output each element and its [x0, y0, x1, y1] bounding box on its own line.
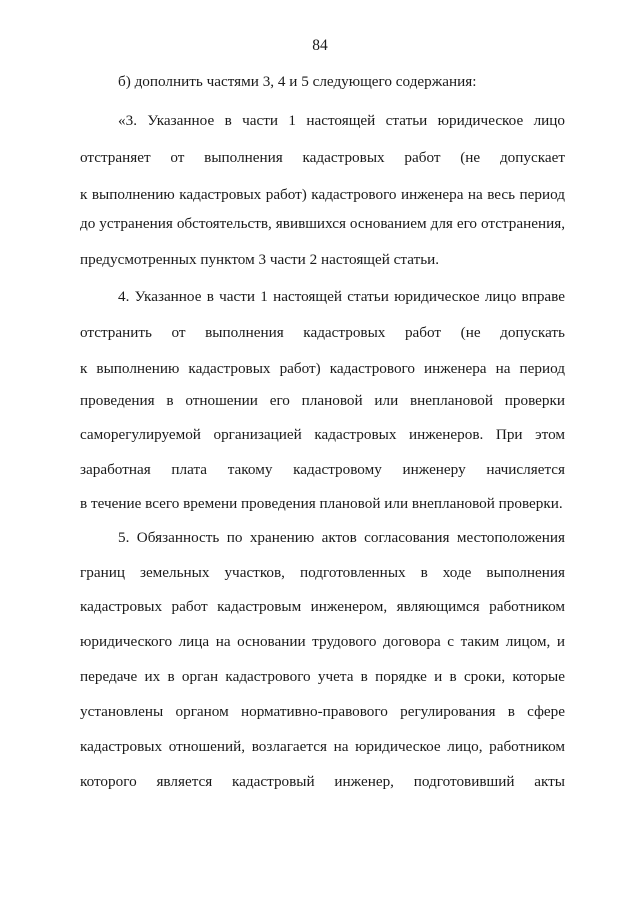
- text-line: в течение всего времени проведения плановой или внеплановой проверки.: [80, 495, 563, 512]
- text-line: 4. Указанное в части 1 настоящей статьи юридическое лицо вправе: [118, 288, 565, 305]
- text-line: заработная плата такому кадастровому инженеру начисляется: [80, 461, 565, 478]
- text-line: предусмотренных пунктом 3 части 2 настоящей статьи.: [80, 251, 440, 268]
- text-line: «3. Указанное в части 1 настоящей статьи юридическое лицо: [118, 112, 565, 129]
- text-line: до устранения обстоятельств, явившихся основанием для его отстранения,: [80, 215, 565, 232]
- text-line: установлены органом нормативно-правового регулирования в сфере: [80, 703, 565, 720]
- text-line: 5. Обязанность по хранению актов согласования местоположения: [118, 529, 565, 546]
- text-line: отстранить от выполнения кадастровых работ (не допускать: [80, 324, 565, 341]
- text-line: саморегулируемой организацией кадастровых инженеров. При этом: [80, 426, 565, 443]
- text-line: отстраняет от выполнения кадастровых работ (не допускает: [80, 149, 565, 166]
- text-line: б) дополнить частями 3, 4 и 5 следующего содержания:: [118, 73, 477, 90]
- text-line: передаче их в орган кадастрового учета в порядке и в сроки, которые: [80, 668, 565, 685]
- text-line: границ земельных участков, подготовленных в ходе выполнения: [80, 564, 565, 581]
- text-line: к выполнению кадастровых работ) кадастрового инженера на весь период: [80, 186, 565, 203]
- text-line: юридического лица на основании трудового договора с таким лицом, и: [80, 633, 565, 650]
- text-line: которого является кадастровый инженер, подготовивший акты: [80, 773, 565, 790]
- page-number: 84: [312, 37, 328, 54]
- text-line: проведения в отношении его плановой или внеплановой проверки: [80, 392, 565, 409]
- text-line: кадастровых отношений, возлагается на юридическое лицо, работником: [80, 738, 565, 755]
- text-line: к выполнению кадастровых работ) кадастрового инженера на период: [80, 360, 565, 377]
- text-line: кадастровых работ кадастровым инженером, являющимся работником: [80, 598, 565, 615]
